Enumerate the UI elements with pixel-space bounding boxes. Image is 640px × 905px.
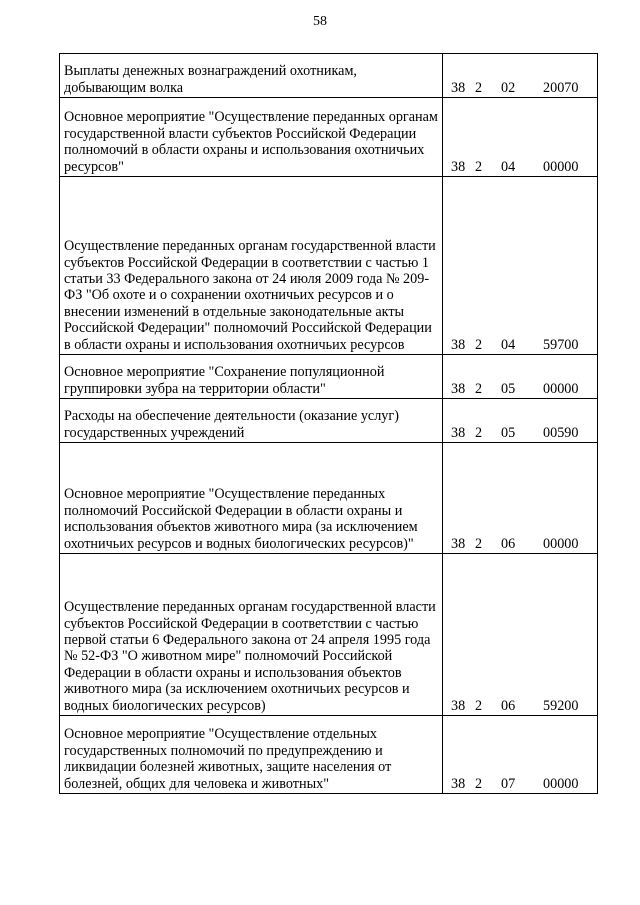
code-activity: 07 bbox=[501, 775, 516, 792]
code-subprogram: 2 bbox=[475, 697, 483, 714]
table-row bbox=[60, 98, 598, 177]
code-program: 38 bbox=[451, 158, 466, 175]
table-row bbox=[60, 355, 598, 399]
code-program: 38 bbox=[451, 380, 466, 397]
code-subprogram: 2 bbox=[475, 775, 483, 792]
table-row bbox=[60, 177, 598, 355]
code-program: 38 bbox=[451, 697, 466, 714]
code-program: 38 bbox=[451, 535, 466, 552]
code-activity: 06 bbox=[501, 697, 516, 714]
row-description: Основное мероприятие "Осуществление переданных полномочий Российской Федерации в области охраны и использования объектов животного мира (за исключением охотничьих ресурсов и водных биологических ресурсов)" bbox=[60, 443, 443, 554]
code-subprogram: 2 bbox=[475, 336, 483, 353]
code-activity: 04 bbox=[501, 158, 516, 175]
table-row bbox=[60, 554, 598, 716]
code-direction: 59200 bbox=[543, 697, 579, 714]
code-subprogram: 2 bbox=[475, 79, 483, 96]
row-description: Основное мероприятие "Сохранение популяционной группировки зубра на территории области" bbox=[60, 355, 443, 399]
row-description: Основное мероприятие "Осуществление отдельных государственных полномочий по предупреждению и ликвидации болезней животных, защите населения от болезней, общих для человека и животных" bbox=[60, 716, 443, 794]
code-direction: 00000 bbox=[543, 535, 579, 552]
code-program: 38 bbox=[451, 775, 466, 792]
code-activity: 05 bbox=[501, 380, 516, 397]
budget-table bbox=[59, 53, 598, 794]
row-codes bbox=[443, 355, 598, 399]
page-number: 58 bbox=[313, 14, 327, 29]
row-description: Основное мероприятие "Осуществление переданных органам государственной власти субъектов Российской Федерации полномочий в области охраны и использования охотничьих ресурсов" bbox=[60, 98, 443, 177]
code-direction: 20070 bbox=[543, 79, 579, 96]
row-description: Осуществление переданных органам государственной власти субъектов Российской Федерации в соответствии с частью 1 статьи 33 Федерального закона от 24 июля 2009 года № 209-ФЗ "Об охоте и о сохранении охотничьих ресурсов и о внесении изменений в отдельные законодательные акты Российской Федерации" полномочий Российской Федерации в области охраны и использования охотничьих ресурсов bbox=[60, 177, 443, 355]
code-activity: 04 bbox=[501, 336, 516, 353]
code-subprogram: 2 bbox=[475, 380, 483, 397]
row-codes bbox=[443, 177, 598, 355]
code-subprogram: 2 bbox=[475, 424, 483, 441]
code-activity: 02 bbox=[501, 79, 516, 96]
code-direction: 59700 bbox=[543, 336, 579, 353]
code-subprogram: 2 bbox=[475, 158, 483, 175]
row-codes bbox=[443, 554, 598, 716]
code-activity: 05 bbox=[501, 424, 516, 441]
code-direction: 00590 bbox=[543, 424, 579, 441]
row-description: Выплаты денежных вознаграждений охотникам, добывающим волка bbox=[60, 54, 443, 98]
table-row bbox=[60, 399, 598, 443]
table-row bbox=[60, 54, 598, 98]
table-row bbox=[60, 716, 598, 794]
code-direction: 00000 bbox=[543, 158, 579, 175]
row-description: Расходы на обеспечение деятельности (оказание услуг) государственных учреждений bbox=[60, 399, 443, 443]
code-program: 38 bbox=[451, 424, 466, 441]
code-program: 38 bbox=[451, 336, 466, 353]
code-subprogram: 2 bbox=[475, 535, 483, 552]
row-codes bbox=[443, 399, 598, 443]
row-codes bbox=[443, 54, 598, 98]
code-direction: 00000 bbox=[543, 380, 579, 397]
code-program: 38 bbox=[451, 79, 466, 96]
row-description: Осуществление переданных органам государственной власти субъектов Российской Федерации в соответствии с частью первой статьи 6 Федерального закона от 24 апреля 1995 года № 52-ФЗ "О животном мире" полномочий Российской Федерации в области охраны и использования объектов животного мира (за исключением охотничьих ресурсов и водных биологических ресурсов) bbox=[60, 554, 443, 716]
row-codes bbox=[443, 443, 598, 554]
table-row bbox=[60, 443, 598, 554]
code-direction: 00000 bbox=[543, 775, 579, 792]
row-codes bbox=[443, 716, 598, 794]
code-activity: 06 bbox=[501, 535, 516, 552]
row-codes bbox=[443, 98, 598, 177]
